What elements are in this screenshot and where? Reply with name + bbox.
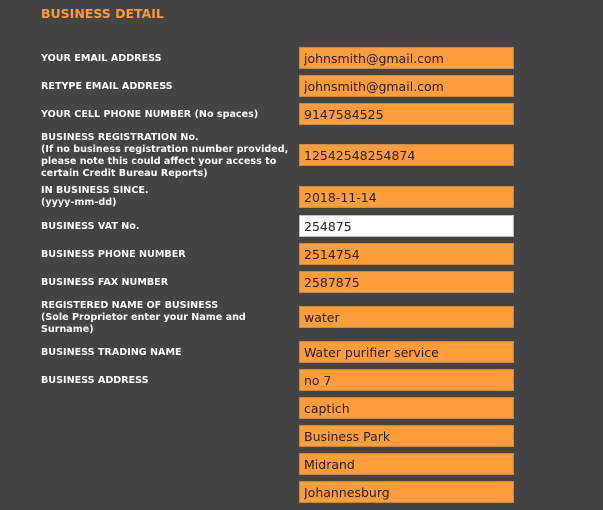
trading-name-label: BUSINESS TRADING NAME	[41, 347, 182, 358]
business-since-input[interactable]	[299, 186, 514, 208]
retype-email-label: RETYPE EMAIL ADDRESS	[41, 81, 173, 92]
registered-name-label: REGISTERED NAME OF BUSINESS (Sole Proprietor enter your Name and Surname)	[41, 300, 246, 335]
business-since-label: IN BUSINESS SINCE. (yyyy-mm-dd)	[41, 185, 149, 208]
trading-name-input[interactable]	[299, 341, 514, 363]
registration-number-label: BUSINESS REGISTRATION No. (If no business registration number provided, please note this could affect your access to certain Credit Bureau Reports)	[41, 132, 289, 179]
address-line-4-input[interactable]	[299, 453, 514, 475]
business-phone-input[interactable]	[299, 243, 514, 265]
address-line-5-input[interactable]	[299, 481, 514, 503]
vat-number-label: BUSINESS VAT No.	[41, 221, 140, 232]
cell-phone-input[interactable]	[299, 103, 514, 125]
email-input[interactable]	[299, 47, 514, 69]
vat-number-input[interactable]	[299, 215, 514, 237]
business-phone-label: BUSINESS PHONE NUMBER	[41, 249, 186, 260]
cell-phone-label: YOUR CELL PHONE NUMBER (No spaces)	[41, 109, 259, 120]
email-label: YOUR EMAIL ADDRESS	[41, 53, 162, 64]
business-address-label: BUSINESS ADDRESS	[41, 375, 149, 386]
business-fax-input[interactable]	[299, 271, 514, 293]
address-line-1-input[interactable]	[299, 369, 514, 391]
registration-number-input[interactable]	[299, 144, 514, 166]
address-line-2-input[interactable]	[299, 397, 514, 419]
registered-name-input[interactable]	[299, 306, 514, 328]
address-line-3-input[interactable]	[299, 425, 514, 447]
retype-email-input[interactable]	[299, 75, 514, 97]
section-title: BUSINESS DETAIL	[41, 6, 164, 21]
business-fax-label: BUSINESS FAX NUMBER	[41, 277, 169, 288]
